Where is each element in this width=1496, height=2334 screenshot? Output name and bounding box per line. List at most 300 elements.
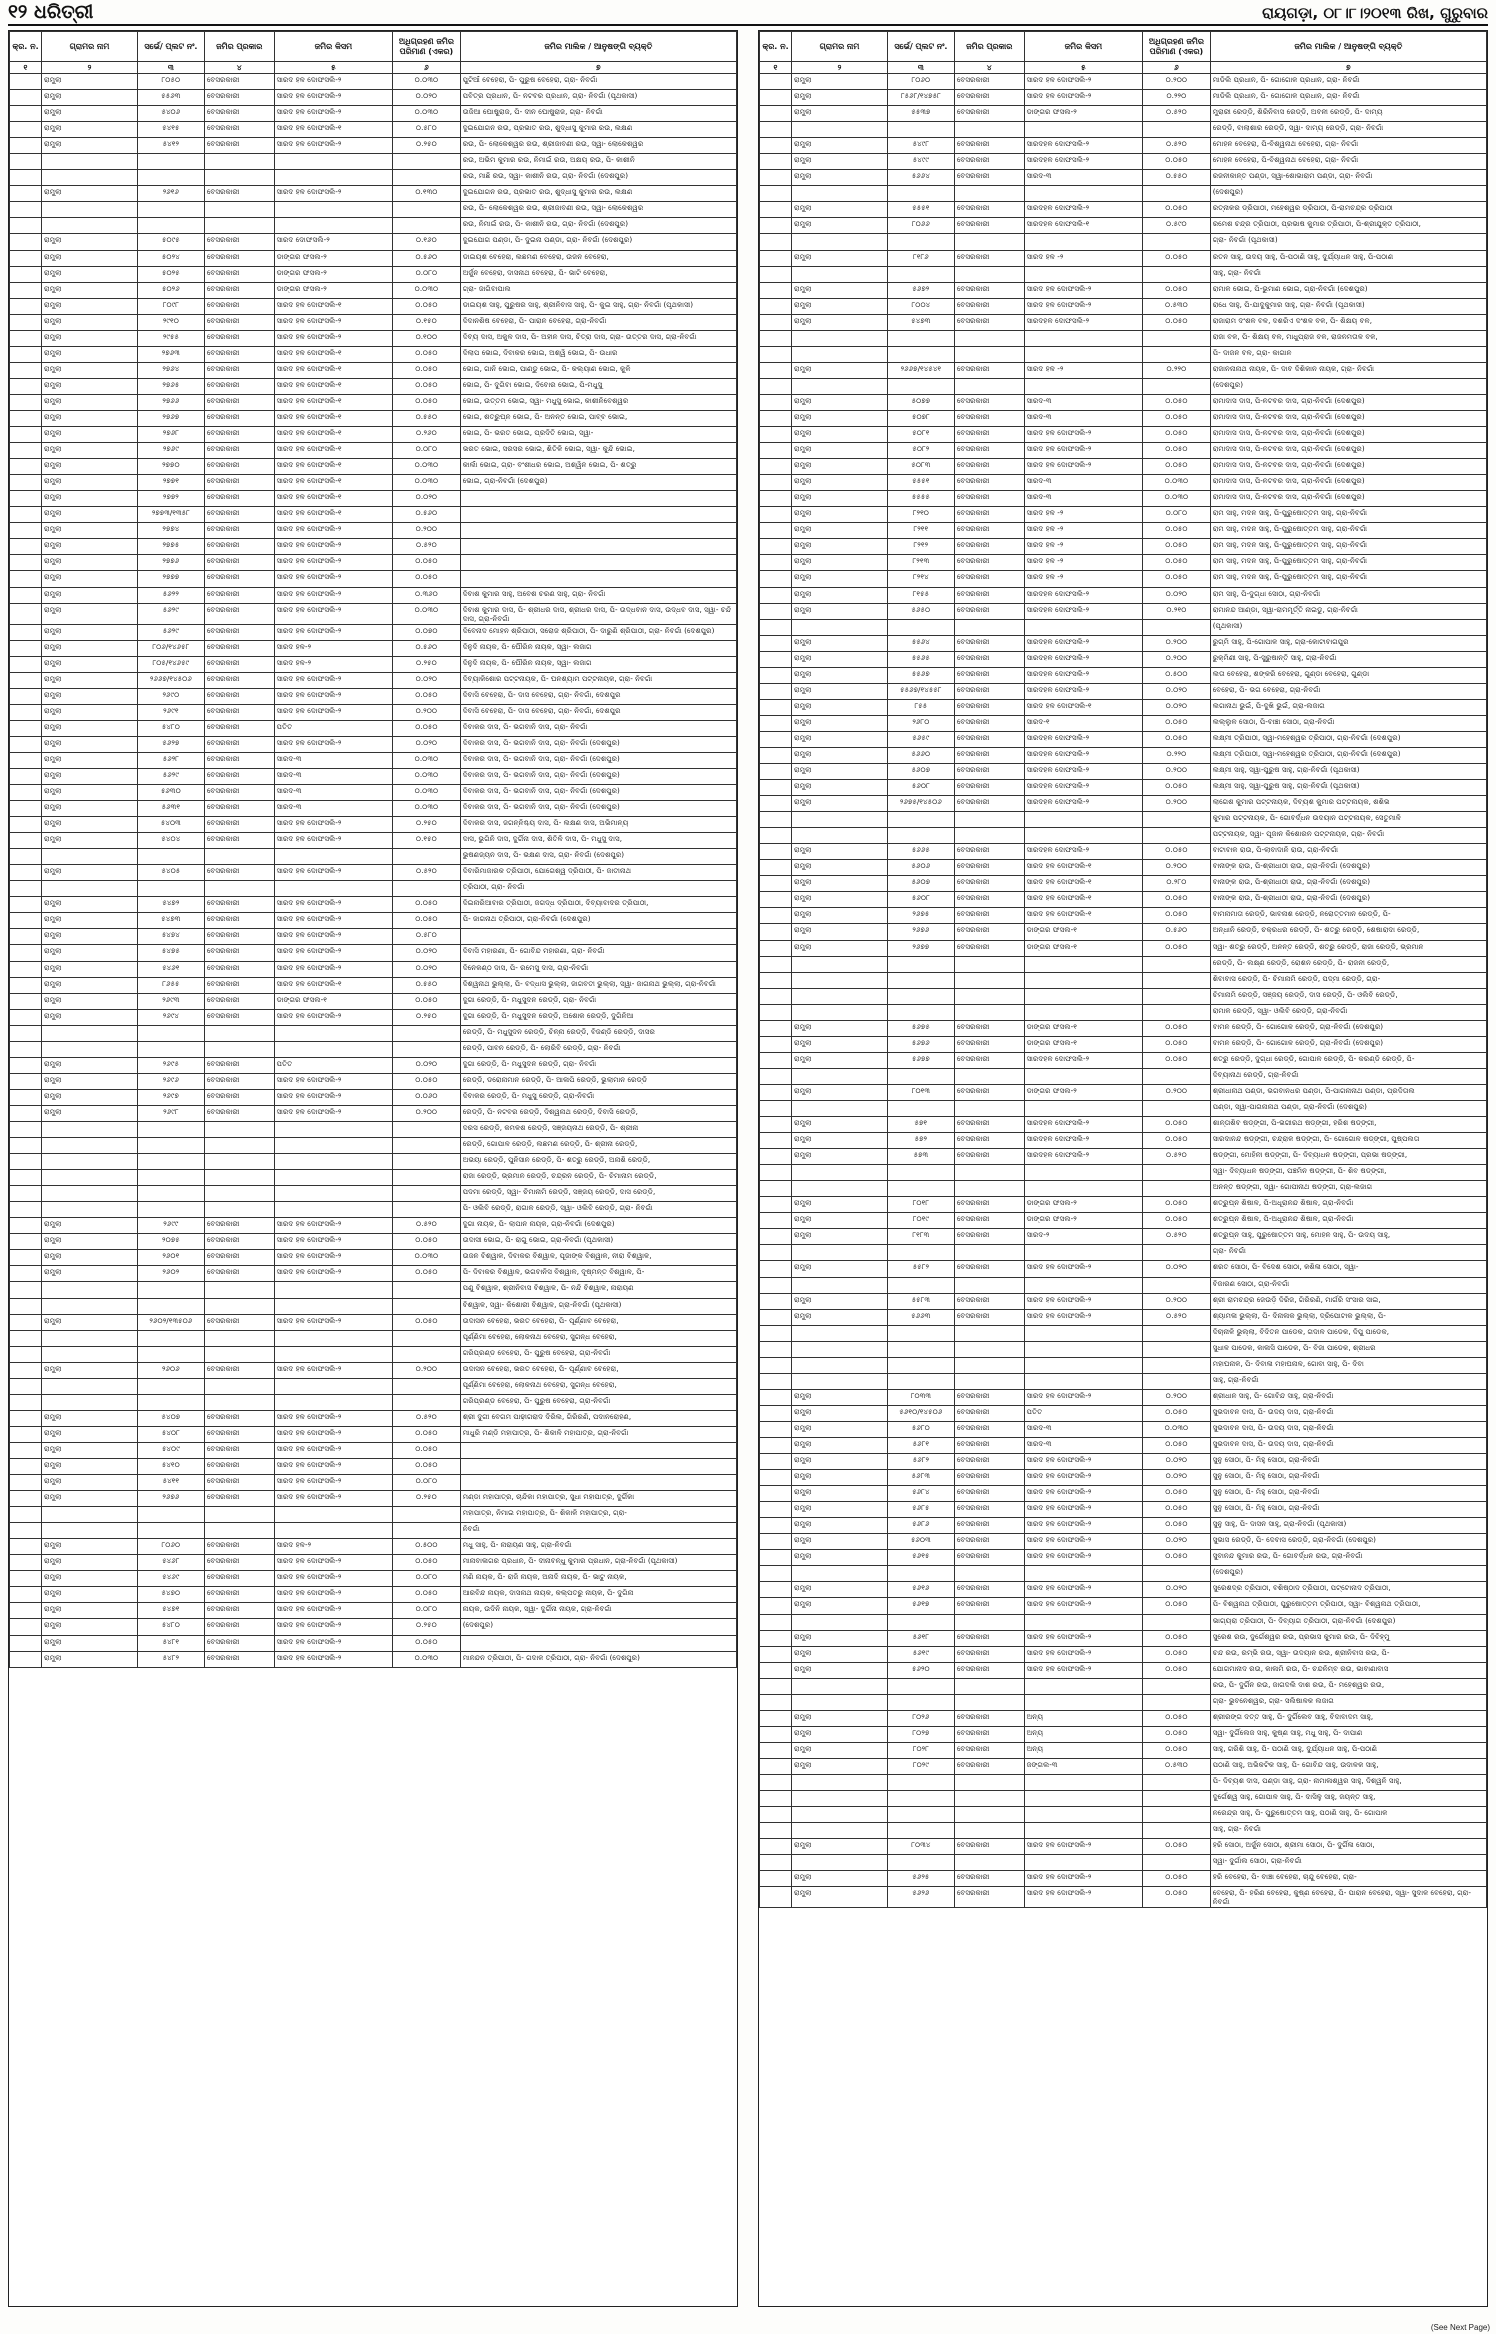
cell-plot: ୫୬୮୩ — [887, 1470, 954, 1486]
cell-serial — [760, 1646, 792, 1662]
cell-village: ରାମୁଲା — [791, 603, 887, 619]
cell-area: ୦.୫୬୦ — [393, 507, 461, 523]
cell-owner: ରାମାଳ ରେଡ୍ଡି, ସ୍ୱା- ଓଲିବି ରେଡ୍ଡି, ଗ୍ରା-ନିବଗାଁ — [1210, 1004, 1486, 1020]
cell-land-class — [1024, 1245, 1143, 1261]
cell-serial — [10, 218, 42, 234]
cell-land-class: ସାରଦ-୩ — [274, 785, 393, 801]
cell-village: ରାମୁଲା — [41, 1266, 137, 1282]
cell-land-class — [1024, 956, 1143, 972]
cell-area — [393, 1378, 461, 1394]
cell-area — [1143, 1165, 1211, 1181]
table-row — [760, 330, 1487, 346]
cell-land-type: ବେସରକାରୀ — [954, 908, 1024, 924]
cell-plot — [137, 202, 204, 218]
table-row — [760, 427, 1487, 443]
cell-plot: ୫୫୩୭ — [887, 106, 954, 122]
cell-village — [791, 988, 887, 1004]
cell-owner: ଶ୍ରୀ ରାମଚନ୍ଦ୍ର ଜେଉଡ଼ି ଦିରିଜ, ଗିରିରଣି, ମାର୍ଗରି ସଂସାର ସାଇ, — [1210, 1293, 1486, 1309]
cell-owner: ବେହେରା, ପି- ହରିଣ ବେହେରା, କୁଷ୍ଣ ବେହେରା, ପି- ପାରାନ ବେହେରା, ସ୍ୱା- ସୁଦାଳ ବେହେରା, ଗ୍ରା-ନିବଗାଁ — [1210, 1887, 1486, 1908]
cell-land-class — [1024, 812, 1143, 828]
cell-owner: ରଉ, ଅଭିମ କୁମାର ରଉ, ନିମାଇଁ ରଉ, ଅକ୍ଷୟ ରଉ, ପି- କାଶୀନି — [460, 154, 736, 170]
cell-area: ୦.୫୫୦ — [393, 410, 461, 426]
cell-land-class: ଡାଙ୍ଗର ଫସଲ-୨ — [1024, 106, 1143, 122]
cell-owner: ଦିବାକର ଦାସ, ପି- ଭଗବାନି ଦାସ, ଗ୍ରା- ନିବଗାଁ — [460, 720, 736, 736]
cell-land-type: ବେସରକାରୀ — [204, 897, 274, 913]
cell-land-class: ସାରଦ ହଳ ଦୋଫସଲି-୧ — [274, 427, 393, 443]
cell-land-class: ସାରଦ ହଳ ଦୋଫସଲି-୧ — [274, 507, 393, 523]
cell-land-type: ବେସରକାରୀ — [954, 764, 1024, 780]
column-number: ୬ — [393, 62, 461, 74]
cell-serial — [760, 1293, 792, 1309]
cell-village: ରାମୁଲା — [41, 603, 137, 624]
cell-village: ରାମୁଲା — [791, 780, 887, 796]
cell-area: ୦.୧୫୦ — [393, 833, 461, 849]
table-row — [10, 330, 737, 346]
cell-village: ରାମୁଲା — [41, 539, 137, 555]
cell-serial — [10, 443, 42, 459]
cell-owner: ଶ୍ରୀ ଦୁଗୀ ବେଗମ ପାଢ଼ୀଗରାଦ ଦିରିଲ, ଗିରିରଣି, ପଦାନରୋହଣ, — [460, 1410, 736, 1426]
cell-serial — [10, 720, 42, 736]
cell-serial — [10, 427, 42, 443]
cell-plot — [137, 218, 204, 234]
table-row — [10, 993, 737, 1009]
cell-serial — [10, 1250, 42, 1266]
cell-land-class: ସାରଦ ହଳ ଦୋଫସଲି-୨ — [1024, 1518, 1143, 1534]
cell-village: ରାମୁଲା — [791, 699, 887, 715]
cell-owner: ସାରଦାନନ୍ଦ ଷଡ୍‌ଙ୍ଗୀ, ଚନ୍ଦ୍ରାଳ ଷଡ୍‌ଙ୍ଗୀ, ପି- ଗୋଗୋଳ ଷଡ୍‌ଙ୍ଗୀ, ପୁଷ୍ପଲତା — [1210, 1133, 1486, 1149]
cell-area: ୦.୦୫୦ — [1143, 1887, 1211, 1908]
cell-plot: ୨୭୭୦ — [137, 459, 204, 475]
table-row — [760, 1325, 1487, 1341]
cell-land-class: ସାରଦ-୩ — [1024, 475, 1143, 491]
table-row — [10, 1186, 737, 1202]
cell-area: ୦.୫୨୦ — [393, 539, 461, 555]
cell-serial — [10, 282, 42, 298]
cell-land-class: ସାରଦ ହଳ ଦୋଫସଲି-୨ — [1024, 1550, 1143, 1566]
cell-land-class: ସାରଦ ହଳ ଦୋଫସଲି-୨ — [1024, 1598, 1143, 1614]
cell-plot: ୫୪୬୯ — [137, 1571, 204, 1587]
cell-serial — [760, 346, 792, 362]
cell-area: ୦.୦୨୦ — [1143, 699, 1211, 715]
table-row — [760, 282, 1487, 298]
cell-serial — [760, 427, 792, 443]
table-row — [760, 667, 1487, 683]
cell-area: ୦.୦୨୦ — [1143, 1454, 1211, 1470]
cell-area: ୦.୦୬୦ — [393, 1089, 461, 1105]
cell-serial — [760, 1405, 792, 1421]
cell-area — [1143, 1245, 1211, 1261]
cell-serial — [760, 876, 792, 892]
cell-village — [41, 1122, 137, 1138]
cell-area — [1143, 988, 1211, 1004]
cell-village — [791, 1774, 887, 1790]
table-row — [760, 443, 1487, 459]
cell-owner: ଭରତ ଭୋଇ, ସରସର ଭୋଇ, ଶିତିଳି ଭୋଇ, ସ୍ୱା- କୁନ୍ଦି ଭୋଇ, — [460, 443, 736, 459]
cell-owner: ସୁଭଦାବନ ଦାସ, ପି- ଉଦୟ ଦାସ, ଗ୍ରା-ନିବଗାଁ — [1210, 1437, 1486, 1453]
cell-serial — [760, 860, 792, 876]
cell-serial — [760, 1550, 792, 1566]
cell-village: ରାମୁଲା — [791, 298, 887, 314]
cell-plot: ୫୦୨୬ — [137, 282, 204, 298]
cell-serial — [10, 1138, 42, 1154]
cell-plot: ୨୭୭୫ — [137, 539, 204, 555]
cell-plot — [887, 1855, 954, 1871]
cell-owner: ଦୁଗା ରେଡ୍ଡି, ପି- ମଧୁସୁଦନ ରେଡ୍ଡି, ଅଶୋକ ରେଡ୍ଡି, ଦୁଗିନିଆ — [460, 1009, 736, 1025]
cell-land-class — [274, 202, 393, 218]
cell-owner: ଦିଚାନାଳି ଭୁଲ୍ଲା, ବିଦିତନ ପାଡେକ, ଗଦାଳ ପାଡେକ, ଦିପୁ ପାଡେକ, — [1210, 1325, 1486, 1341]
table-row — [760, 1020, 1487, 1036]
table-row — [760, 1823, 1487, 1839]
cell-area: ୦.୦୫୦ — [1143, 1502, 1211, 1518]
cell-land-type — [954, 1791, 1024, 1807]
cell-land-class — [1024, 1004, 1143, 1020]
cell-land-type: ବେସରକାରୀ — [954, 715, 1024, 731]
cell-serial — [10, 1154, 42, 1170]
cell-serial — [10, 752, 42, 768]
cell-serial — [760, 330, 792, 346]
cell-area — [1143, 1068, 1211, 1084]
cell-plot — [137, 1170, 204, 1186]
cell-serial — [760, 122, 792, 138]
table-row — [760, 603, 1487, 619]
cell-village: ରାମୁଲା — [791, 635, 887, 651]
cell-serial — [760, 619, 792, 635]
cell-land-class: ସାରଦ ହଳ ଦୋଫସଲି-୨ — [274, 945, 393, 961]
cell-land-type: ବେସରକାରୀ — [204, 1410, 274, 1426]
cell-owner: ଉଦାସନ ବେହେରା, ଭରତ ବେହେରା, ପି- ପୂର୍ଣ୍ଣାବ ବେହେରା, — [460, 1314, 736, 1330]
cell-plot — [137, 170, 204, 186]
cell-owner: ରାଜା ବଳ, ପି- ଶିକ୍ଷୟ ବଳ, ମାଧୁପ୍ରାଜ ବଳ, ରାଜନମତାଳ ବଳ, — [1210, 330, 1486, 346]
cell-area: ୦.୦୫୦ — [1143, 780, 1211, 796]
table-row — [10, 507, 737, 523]
cell-village: ରାମୁଲା — [41, 752, 137, 768]
cell-owner — [460, 523, 736, 539]
cell-serial — [10, 1523, 42, 1539]
cell-land-class — [1024, 1791, 1143, 1807]
cell-serial — [10, 539, 42, 555]
cell-land-class: ପତିତ — [1024, 1405, 1143, 1421]
cell-land-type: ବେସରକାରୀ — [204, 298, 274, 314]
cell-village: ରାମୁଲା — [791, 170, 887, 186]
cell-area: ୦.୦୫୦ — [1143, 1710, 1211, 1726]
cell-land-class: ସାରଦ ହଳ ଦୋଫସଲି-୨ — [274, 1234, 393, 1250]
cell-owner: ରଉ, ମାଛି ରଉ, ସ୍ୱା- କାଶୀନି ରଉ, ଗ୍ରା- ନିବଗାଁ (ଦେଶପୁର) — [460, 170, 736, 186]
cell-plot: ୨୬୯୭ — [137, 1089, 204, 1105]
cell-area: ୦.୨୦୦ — [1143, 651, 1211, 667]
cell-owner: ରାମ ସାହୁ, ମଦନ ସାହୁ, ପି-ପୁରୁଷୋତ୍ତମ ସାହୁ, ଗ୍ରା-ନିବଗାଁ — [1210, 539, 1486, 555]
cell-area: ୦.୦୫୦ — [1143, 1742, 1211, 1758]
cell-area — [1143, 186, 1211, 202]
cell-land-type: ବେସରକାରୀ — [204, 90, 274, 106]
table-row — [760, 747, 1487, 763]
cell-area: ୦.୨୬୦ — [393, 427, 461, 443]
header-serial: କ୍ର. ନ. — [760, 32, 792, 62]
cell-plot: ୫୦୨୪ — [137, 250, 204, 266]
cell-village — [41, 1507, 137, 1523]
cell-owner: ସ୍ୱା- ଦୁର୍ଗିଲେଜ ସାହୁ, କୁଷ୍ଣ ସାହୁ, ମଧୁ ସାହୁ, ପି- ଦାପାଣ — [1210, 1726, 1486, 1742]
cell-land-type — [204, 1041, 274, 1057]
table-row — [10, 1266, 737, 1282]
cell-area: ୦.୦୨୦ — [393, 736, 461, 752]
cell-plot: ୫୪୧୧ — [137, 1475, 204, 1491]
cell-village: ରାମୁଲା — [791, 1839, 887, 1855]
cell-land-type — [954, 972, 1024, 988]
cell-land-type: ବେସରକାରୀ — [204, 833, 274, 849]
cell-village: ରାମୁଲା — [791, 555, 887, 571]
table-row — [10, 865, 737, 881]
table-row — [10, 624, 737, 640]
cell-plot — [887, 812, 954, 828]
cell-land-class: ସାରଦ ହଳ ଦୋଫସଲି-୨ — [274, 1089, 393, 1105]
cell-area — [393, 1330, 461, 1346]
cell-area: ୦.୨୨୦ — [1143, 362, 1211, 378]
cell-area: ୦.୦୫୦ — [1143, 1052, 1211, 1068]
cell-village: ରାମୁଲା — [41, 507, 137, 523]
cell-serial — [760, 1871, 792, 1887]
column-number: ୧ — [10, 62, 42, 74]
cell-plot: ୫୬୬୫ — [887, 844, 954, 860]
table-row — [760, 138, 1487, 154]
cell-area: ୦.୫୫୦ — [1143, 170, 1211, 186]
cell-land-type: ବେସରକାରୀ — [204, 1651, 274, 1667]
cell-owner: ରଉ, ନିମାଇଁ ରଉ, ପି- କାଶୀନି ରଉ, ଗ୍ରା- ନିବଗାଁ (ଦେଶପୁର) — [460, 218, 736, 234]
cell-plot: ୫୬୫୯ — [887, 731, 954, 747]
cell-serial — [760, 378, 792, 394]
cell-area: ୦.୦୫୦ — [393, 720, 461, 736]
cell-serial — [760, 1245, 792, 1261]
cell-area: ୦.୫୮୦ — [393, 929, 461, 945]
cell-area: ୦.୦୫୦ — [1143, 1598, 1211, 1614]
cell-land-class: ସାରଦ ହଳ ଦୋଫସଲି-୨ — [1024, 1261, 1143, 1277]
cell-serial — [760, 796, 792, 812]
cell-land-class — [1024, 266, 1143, 282]
cell-land-type — [954, 1245, 1024, 1261]
cell-plot: ୫୬୨୫ — [887, 1871, 954, 1887]
cell-plot: ୫୬୭୫ — [887, 1020, 954, 1036]
cell-village: ରାମୁଲା — [41, 977, 137, 993]
cell-serial — [760, 1758, 792, 1774]
cell-plot — [887, 988, 954, 1004]
table-row — [10, 1458, 737, 1474]
table-row — [760, 106, 1487, 122]
cell-village: ରାମୁଲା — [791, 1518, 887, 1534]
table-row — [760, 972, 1487, 988]
cell-land-class — [1024, 1277, 1143, 1293]
cell-village — [41, 218, 137, 234]
cell-owner: ଗ୍ରା- ନିବଗାଁ (ପୃଥକାସୀ) — [1210, 234, 1486, 250]
cell-owner: ସୁରେଶ ରଉ, ଦୁର୍ଗେଶ୍ୱର ରଉ, ପ୍ରଭାସ କୁମାର ରଉ, ପି- ଦିବିହ୍ମୁ — [1210, 1630, 1486, 1646]
cell-village — [791, 1357, 887, 1373]
cell-owner: ରାମ ସାହୁ, ପି-ଦୁଗ୍ଧା ସୋଠା, ଗ୍ରା-ନିବଗାଁ — [1210, 587, 1486, 603]
table-row — [10, 977, 737, 993]
cell-serial — [10, 881, 42, 897]
cell-land-class — [1024, 122, 1143, 138]
cell-land-type: ବେସରକାରୀ — [204, 1571, 274, 1587]
cell-area: ୦.୦୫୦ — [1143, 1646, 1211, 1662]
cell-area: ୦.୫୦୦ — [393, 1539, 461, 1555]
cell-plot: ୮୨୧୨ — [887, 539, 954, 555]
cell-serial — [10, 865, 42, 881]
cell-land-class — [1024, 1807, 1143, 1823]
cell-area: ୦.୦୫୦ — [393, 298, 461, 314]
cell-serial — [760, 298, 792, 314]
cell-land-class: ସାରଦ ହଳ ଦୋଫସଲି-୨ — [274, 571, 393, 587]
cell-area — [1143, 378, 1211, 394]
cell-owner: ରାମାଳ ଭୋଇ, ପି-ଭୁମାଣ ଭୋଇ, ଗ୍ରା-ନିବଗାଁ (ଦେଶପୁର) — [1210, 282, 1486, 298]
cell-land-class: ସାରଦ ହଳ ଦୋଫସଲି-୧ — [274, 475, 393, 491]
cell-land-type: ବେସରକାରୀ — [204, 571, 274, 587]
cell-land-type: ବେସରକାରୀ — [954, 1149, 1024, 1165]
cell-owner: ଗରିପ୍ରଣ୍ଡ ବେହେରା, ପି- ପୁରୁଷ ବେହେରା, ଗ୍ରା-ନିବଗାଁ — [460, 1394, 736, 1410]
cell-area: ୦.୨୫୦ — [393, 138, 461, 154]
cell-plot — [137, 154, 204, 170]
cell-land-class: ସାରଦ ହଳ ଦୋଫସଲି-୨ — [274, 90, 393, 106]
cell-land-type: ବେସରକାରୀ — [204, 1458, 274, 1474]
cell-owner: ସାହୁ, ଗ୍ରା- ନିବଗାଁ — [1210, 1823, 1486, 1839]
cell-land-type: ବେସରକାରୀ — [954, 603, 1024, 619]
column-number: ୪ — [204, 62, 274, 74]
cell-plot: ୫୬୦୭ — [887, 764, 954, 780]
table-row — [10, 1651, 737, 1667]
cell-land-class — [1024, 1566, 1143, 1582]
cell-area: ୦.୦୨୦ — [393, 90, 461, 106]
cell-village: ରାମୁଲା — [41, 720, 137, 736]
cell-land-type: ବେସରକାରୀ — [954, 1133, 1024, 1149]
table-row — [10, 1154, 737, 1170]
cell-land-class: ସାରଦହଳ ଦୋଫସଲି-୨ — [1024, 1117, 1143, 1133]
cell-land-class: ସାରଦ ହଳ ଦୋଫସଲି-୨ — [274, 1587, 393, 1603]
cell-plot: ୫୪୦୫ — [137, 865, 204, 881]
cell-serial — [10, 266, 42, 282]
cell-plot: ୫୬୮୬ — [887, 1518, 954, 1534]
table-row — [760, 90, 1487, 106]
cell-land-type: ବେସରକାରୀ — [954, 1421, 1024, 1437]
cell-serial — [760, 1325, 792, 1341]
cell-area: ୦.୦୫୦ — [393, 1587, 461, 1603]
cell-land-class — [274, 1330, 393, 1346]
column-number-row — [10, 62, 737, 74]
cell-land-class: ସାରଦ-୩ — [1024, 491, 1143, 507]
cell-serial — [10, 1073, 42, 1089]
cell-land-type: ବେସରକାରୀ — [954, 523, 1024, 539]
cell-land-class: ସାରଦ ହଳ ଦୋଫସଲି-୧ — [274, 378, 393, 394]
cell-village: ରାମୁଲା — [41, 475, 137, 491]
cell-plot: ୮୦୩୩ — [887, 1389, 954, 1405]
table-row — [760, 812, 1487, 828]
cell-plot: ୨୭୭୭ — [137, 571, 204, 587]
cell-owner: ଭୋଇ, ଶତ୍ରୁଘ୍ନ ଭୋଇ, ପି- ଅନନ୍ତ ଭୋଇ, ପାବ୍ବ ଭୋଇ, — [460, 410, 736, 426]
cell-serial — [760, 828, 792, 844]
cell-village: ରାମୁଲା — [791, 908, 887, 924]
cell-area: ୦.୦୨୦ — [393, 945, 461, 961]
cell-owner: ଶରତ ସୋଠା, ପି- ବିଦେଶ ସୋଠା, କଶିଳା ସୋଠା, ସ୍ୱା- — [1210, 1261, 1486, 1277]
table-row — [10, 394, 737, 410]
cell-land-class: ସାରଦ ହଳ ଦୋଫସଲି-୨ — [274, 961, 393, 977]
cell-area: ୦.୦୨୦ — [1143, 1582, 1211, 1598]
cell-serial — [760, 1742, 792, 1758]
cell-area — [1143, 1678, 1211, 1694]
cell-land-type — [204, 1378, 274, 1394]
cell-village: ରାମୁଲା — [791, 764, 887, 780]
cell-owner: ଭୋଇ, ଗ୍ରା-ନିବଗାଁ (ଦେଶପୁର) — [460, 475, 736, 491]
cell-owner: ଲକ୍ଷ୍ମୀ ସାହୁ, ସ୍ୱା-ପୁରୁଷ ସାହୁ, ଗ୍ରା-ନିବଗାଁ (ପୃଥକାସୀ) — [1210, 780, 1486, 796]
cell-area — [1143, 266, 1211, 282]
cell-land-type: ବେସରକାରୀ — [204, 1603, 274, 1619]
cell-land-class: ଡାଙ୍ଗର ଫସଲ-୨ — [1024, 1213, 1143, 1229]
table-row — [760, 780, 1487, 796]
cell-serial — [760, 90, 792, 106]
cell-land-type — [204, 1507, 274, 1523]
header-owner: ଜମିର ମାଲିକ / ଆନୁଷଙ୍ଗି ବ୍ୟକ୍ତି — [460, 32, 736, 62]
cell-village: ରାମୁଲା — [41, 1314, 137, 1330]
table-row — [10, 202, 737, 218]
cell-area: ୦.୦୫୦ — [1143, 731, 1211, 747]
cell-land-type — [954, 1566, 1024, 1582]
table-row — [10, 929, 737, 945]
cell-area: ୦.୦୮୦ — [1143, 507, 1211, 523]
cell-owner: ଦିବାସି ବେହେରା, ପି- ଦାସ ବେହେରା, ଗ୍ରା- ନିବଗାଁ, ଦେଶପୁର — [460, 704, 736, 720]
column-number: ୩ — [887, 62, 954, 74]
cell-land-class: ସାରଦ ହଳ ଦୋଫସଲି-୨ — [1024, 1502, 1143, 1518]
cell-land-type: ବେସରକାରୀ — [204, 427, 274, 443]
table-row — [10, 1057, 737, 1073]
table-row — [760, 908, 1487, 924]
cell-land-class: ସାରଦ ହଳ ଦୋଫସଲି-୨ — [274, 736, 393, 752]
cell-area: ୦.୧୦୦ — [393, 330, 461, 346]
cell-area: ୦.୫୮୦ — [393, 122, 461, 138]
cell-owner: ଶାନ୍ତାଶିବ ଷଡ୍‌ଙ୍ଗୀ, ପି-ଭଗୀରଥ ଷଡ୍‌ଙ୍ଗୀ, ହରିଶ ଷଡ୍‌ଙ୍ଗୀ, — [1210, 1117, 1486, 1133]
cell-owner: ଲତା ବେହେରା, ଶଙ୍କରି ବେହେରା, ଗୁଣ୍ଡା ବେହେରା, ଗୁଣ୍ଡା — [1210, 667, 1486, 683]
cell-plot: ୨୬୯୧ — [137, 704, 204, 720]
cell-plot: ୫୪୬୧ — [137, 961, 204, 977]
column-number: ୬ — [1143, 62, 1211, 74]
cell-area — [1143, 1694, 1211, 1710]
cell-land-type: ବେସରକାରୀ — [954, 459, 1024, 475]
cell-land-class: ସାରଦ ହଳ ଦୋଫସଲି-୨ — [274, 1314, 393, 1330]
cell-land-class: ସାରଦ ହଳ ଦୋଫସଲି-୨ — [274, 1475, 393, 1491]
cell-land-type — [204, 1202, 274, 1218]
cell-plot: ୫୬୦୩ — [887, 1534, 954, 1550]
cell-plot: ୮୦୦୪ — [887, 298, 954, 314]
table-row — [10, 1041, 737, 1057]
cell-owner: ପଣୁ ବିଶ୍ୱାଳ, ଶ୍ରୀନିବାସ ବିଶ୍ୱାଳ, ପି- ନନ୍ଦି ବିଶ୍ୱାଳ, ନାରାୟଣ — [460, 1282, 736, 1298]
cell-land-type — [204, 881, 274, 897]
cell-serial — [10, 234, 42, 250]
cell-area — [393, 1186, 461, 1202]
cell-plot: ୮୦୬୦ — [887, 74, 954, 90]
cell-land-class: ସାରଦ-୩ — [274, 768, 393, 784]
cell-village: ରାମୁଲା — [791, 876, 887, 892]
cell-land-type: ବେସରକାରୀ — [954, 491, 1024, 507]
cell-land-class — [1024, 186, 1143, 202]
cell-land-type: ବେସରକାରୀ — [954, 651, 1024, 667]
table-row — [10, 1378, 737, 1394]
cell-village: ରାମୁଲା — [41, 1442, 137, 1458]
table-row — [10, 1105, 737, 1121]
cell-area: ୦.୦୩୦ — [1143, 491, 1211, 507]
cell-land-class: ପତିତ — [274, 1057, 393, 1073]
cell-land-type: ବେସରକାରୀ — [204, 1587, 274, 1603]
table-row — [760, 1855, 1487, 1871]
table-row — [10, 672, 737, 688]
cell-area: ୦.୦୫୦ — [393, 1314, 461, 1330]
cell-owner: ରାମାଦାସ ଦାସ, ପି-ନଟବର ଦାସ, ଗ୍ରା-ନିବଗାଁ (ଦେଶପୁର) — [1210, 427, 1486, 443]
cell-land-class: ସାରଦ ହଳ ଦୋଫସଲି-୨ — [274, 1250, 393, 1266]
table-row — [760, 1133, 1487, 1149]
cell-village — [791, 1855, 887, 1871]
cell-area: ୦.୨୦୦ — [1143, 1293, 1211, 1309]
cell-owner: ରଉ, ପି- ଲୋକେଶ୍ୱର ରଉ, ଶ୍ରୀଜାବଣୀ ରଉ, ସ୍ୱା- ଲୋକେଶ୍ୱର — [460, 202, 736, 218]
